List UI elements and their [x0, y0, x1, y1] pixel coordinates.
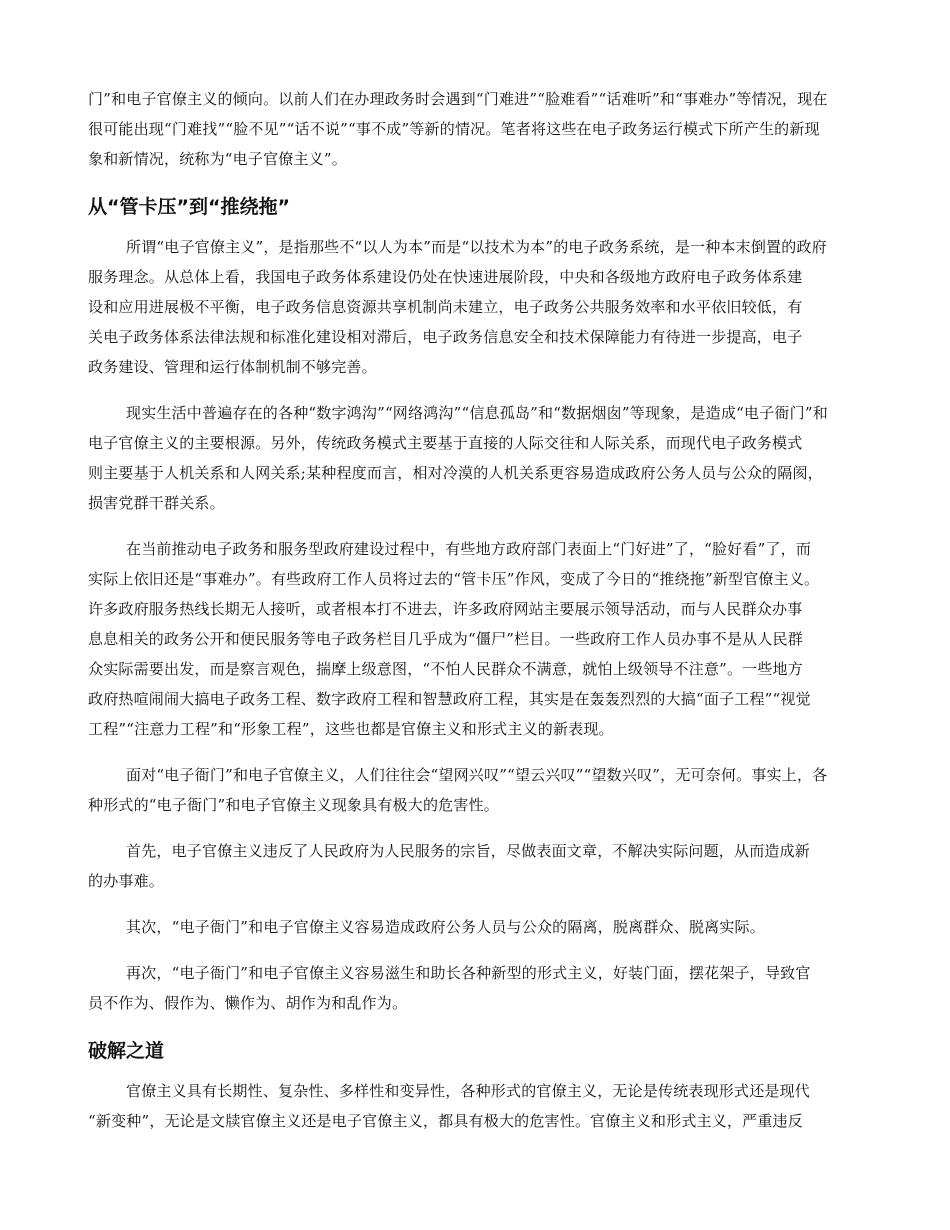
- text-line: 员不作为、假作为、懒作为、胡作为和乱作为。: [88, 994, 408, 1012]
- paragraph-7: [88, 958, 868, 1018]
- text-line: 在当前推动电子政务和服务型政府建设过程中，有些地方政府部门表面上“门好进”了，“脸好看”了，而: [126, 540, 812, 558]
- text-line: 首先，电子官僚主义违反了人民政府为人民服务的宗旨，尽做表面文章，不解决实际问题，从而造成新: [126, 842, 811, 860]
- text-line: 所谓“电子官僚主义”，是指那些不“以人为本”而是“以技术为本”的电子政务系统，是一种本末倒置的政府: [126, 238, 827, 256]
- text-line: 其次，“电子衙门”和电子官僚主义容易造成政府公务人员与公众的隔离，脱离群众、脱离实际。: [126, 918, 765, 936]
- text-line: 许多政府服务热线长期无人接听，或者根本打不进去，许多政府网站主要展示领导活动，而与人民群众办事: [88, 600, 803, 618]
- text-line: 关电子政务体系法律法规和标准化建设相对滞后，电子政务信息安全和技术保障能力有待进一步提高，电子: [88, 328, 803, 346]
- paragraph-4: [88, 760, 868, 820]
- text-line: 种形式的“电子衙门”和电子官僚主义现象具有极大的危害性。: [88, 796, 499, 814]
- text-line: 服务理念。从总体上看，我国电子政务体系建设仍处在快速进展阶段，中央和各级地方政府电子政务体系建: [88, 268, 803, 286]
- document-page: [88, 84, 868, 1152]
- paragraph-1: [88, 232, 868, 382]
- text-line: 损害党群干群关系。: [88, 494, 225, 512]
- text-line: 息息相关的政务公开和便民服务等电子政务栏目几乎成为“僵尸”栏目。一些政府工作人员办事不是从人民群: [88, 630, 803, 648]
- text-line: 象和新情况，统称为“电子官僚主义”。: [88, 150, 347, 168]
- text-line: 则主要基于人机关系和人网关系;某种程度而言，相对冷漠的人机关系更容易造成政府公务人员与公众的隔阂，: [88, 464, 823, 482]
- text-line: 面对“电子衙门”和电子官僚主义，人们往往会“望网兴叹”“望云兴叹”“望数兴叹”，无可奈何。事实上，各: [126, 766, 828, 784]
- text-line: 政府热喧闹闹大搞电子政务工程、数字政府工程和智慧政府工程，其实是在轰轰烈烈的大搞“面子工程”“视觉: [88, 690, 811, 708]
- text-line: “新变种”，无论是文牍官僚主义还是电子官僚主义，都具有极大的危害性。官僚主义和形式主义，严重违反: [88, 1112, 803, 1130]
- text-line: 很可能出现“门难找”“脸不见”“话不说”“事不成”等新的情况。笔者将这些在电子政务运行模式下所产生的新现: [88, 120, 820, 138]
- text-line: 众实际需要出发，而是察言观色，揣摩上级意图，“不怕人民群众不满意，就怕上级领导不注意”。一些地方: [88, 660, 803, 678]
- section-heading-2: 破解之道: [88, 1040, 165, 1062]
- text-line: 现实生活中普遍存在的各种“数字鸿沟”“网络鸿沟”“信息孤岛”和“数据烟囱”等现象，是造成“电子衙门”和: [126, 404, 828, 422]
- text-line: 设和应用进展极不平衡，电子政务信息资源共享机制尚未建立，电子政务公共服务效率和水平依旧较低，有: [88, 298, 803, 316]
- section-heading-1: 从“管卡压”到“推绕拖”: [88, 196, 290, 218]
- text-line: 再次，“电子衙门”和电子官僚主义容易滋生和助长各种新型的形式主义，好装门面，摆花架子，导致官: [126, 964, 811, 982]
- text-line: 政务建设、管理和运行体制机制不够完善。: [88, 358, 377, 376]
- paragraph-3: [88, 534, 868, 744]
- text-line: 官僚主义具有长期性、复杂性、多样性和变异性，各种形式的官僚主义，无论是传统表现形式还是现代: [126, 1082, 811, 1100]
- paragraph-8: [88, 1076, 868, 1136]
- text-line: 电子官僚主义的主要根源。另外，传统政务模式主要基于直接的人际交往和人际关系，而现代电子政务模式: [88, 434, 803, 452]
- paragraph-5: [88, 836, 868, 896]
- paragraph-2: [88, 398, 868, 518]
- text-line: 的办事难。: [88, 872, 165, 890]
- intro-paragraph: [88, 84, 868, 174]
- text-line: 实际上依旧还是“事难办”。有些政府工作人员将过去的“管卡压”作风，变成了今日的“推绕拖”新型官僚主义。: [88, 570, 820, 588]
- text-line: 工程”“注意力工程”和“形象工程”，这些也都是官僚主义和形式主义的新表现。: [88, 720, 614, 738]
- text-line: 门”和电子官僚主义的倾向。以前人们在办理政务时会遇到“门难进”“脸难看”“话难听”和“事难办”等情况，现在: [88, 90, 828, 108]
- paragraph-6: [88, 912, 868, 942]
